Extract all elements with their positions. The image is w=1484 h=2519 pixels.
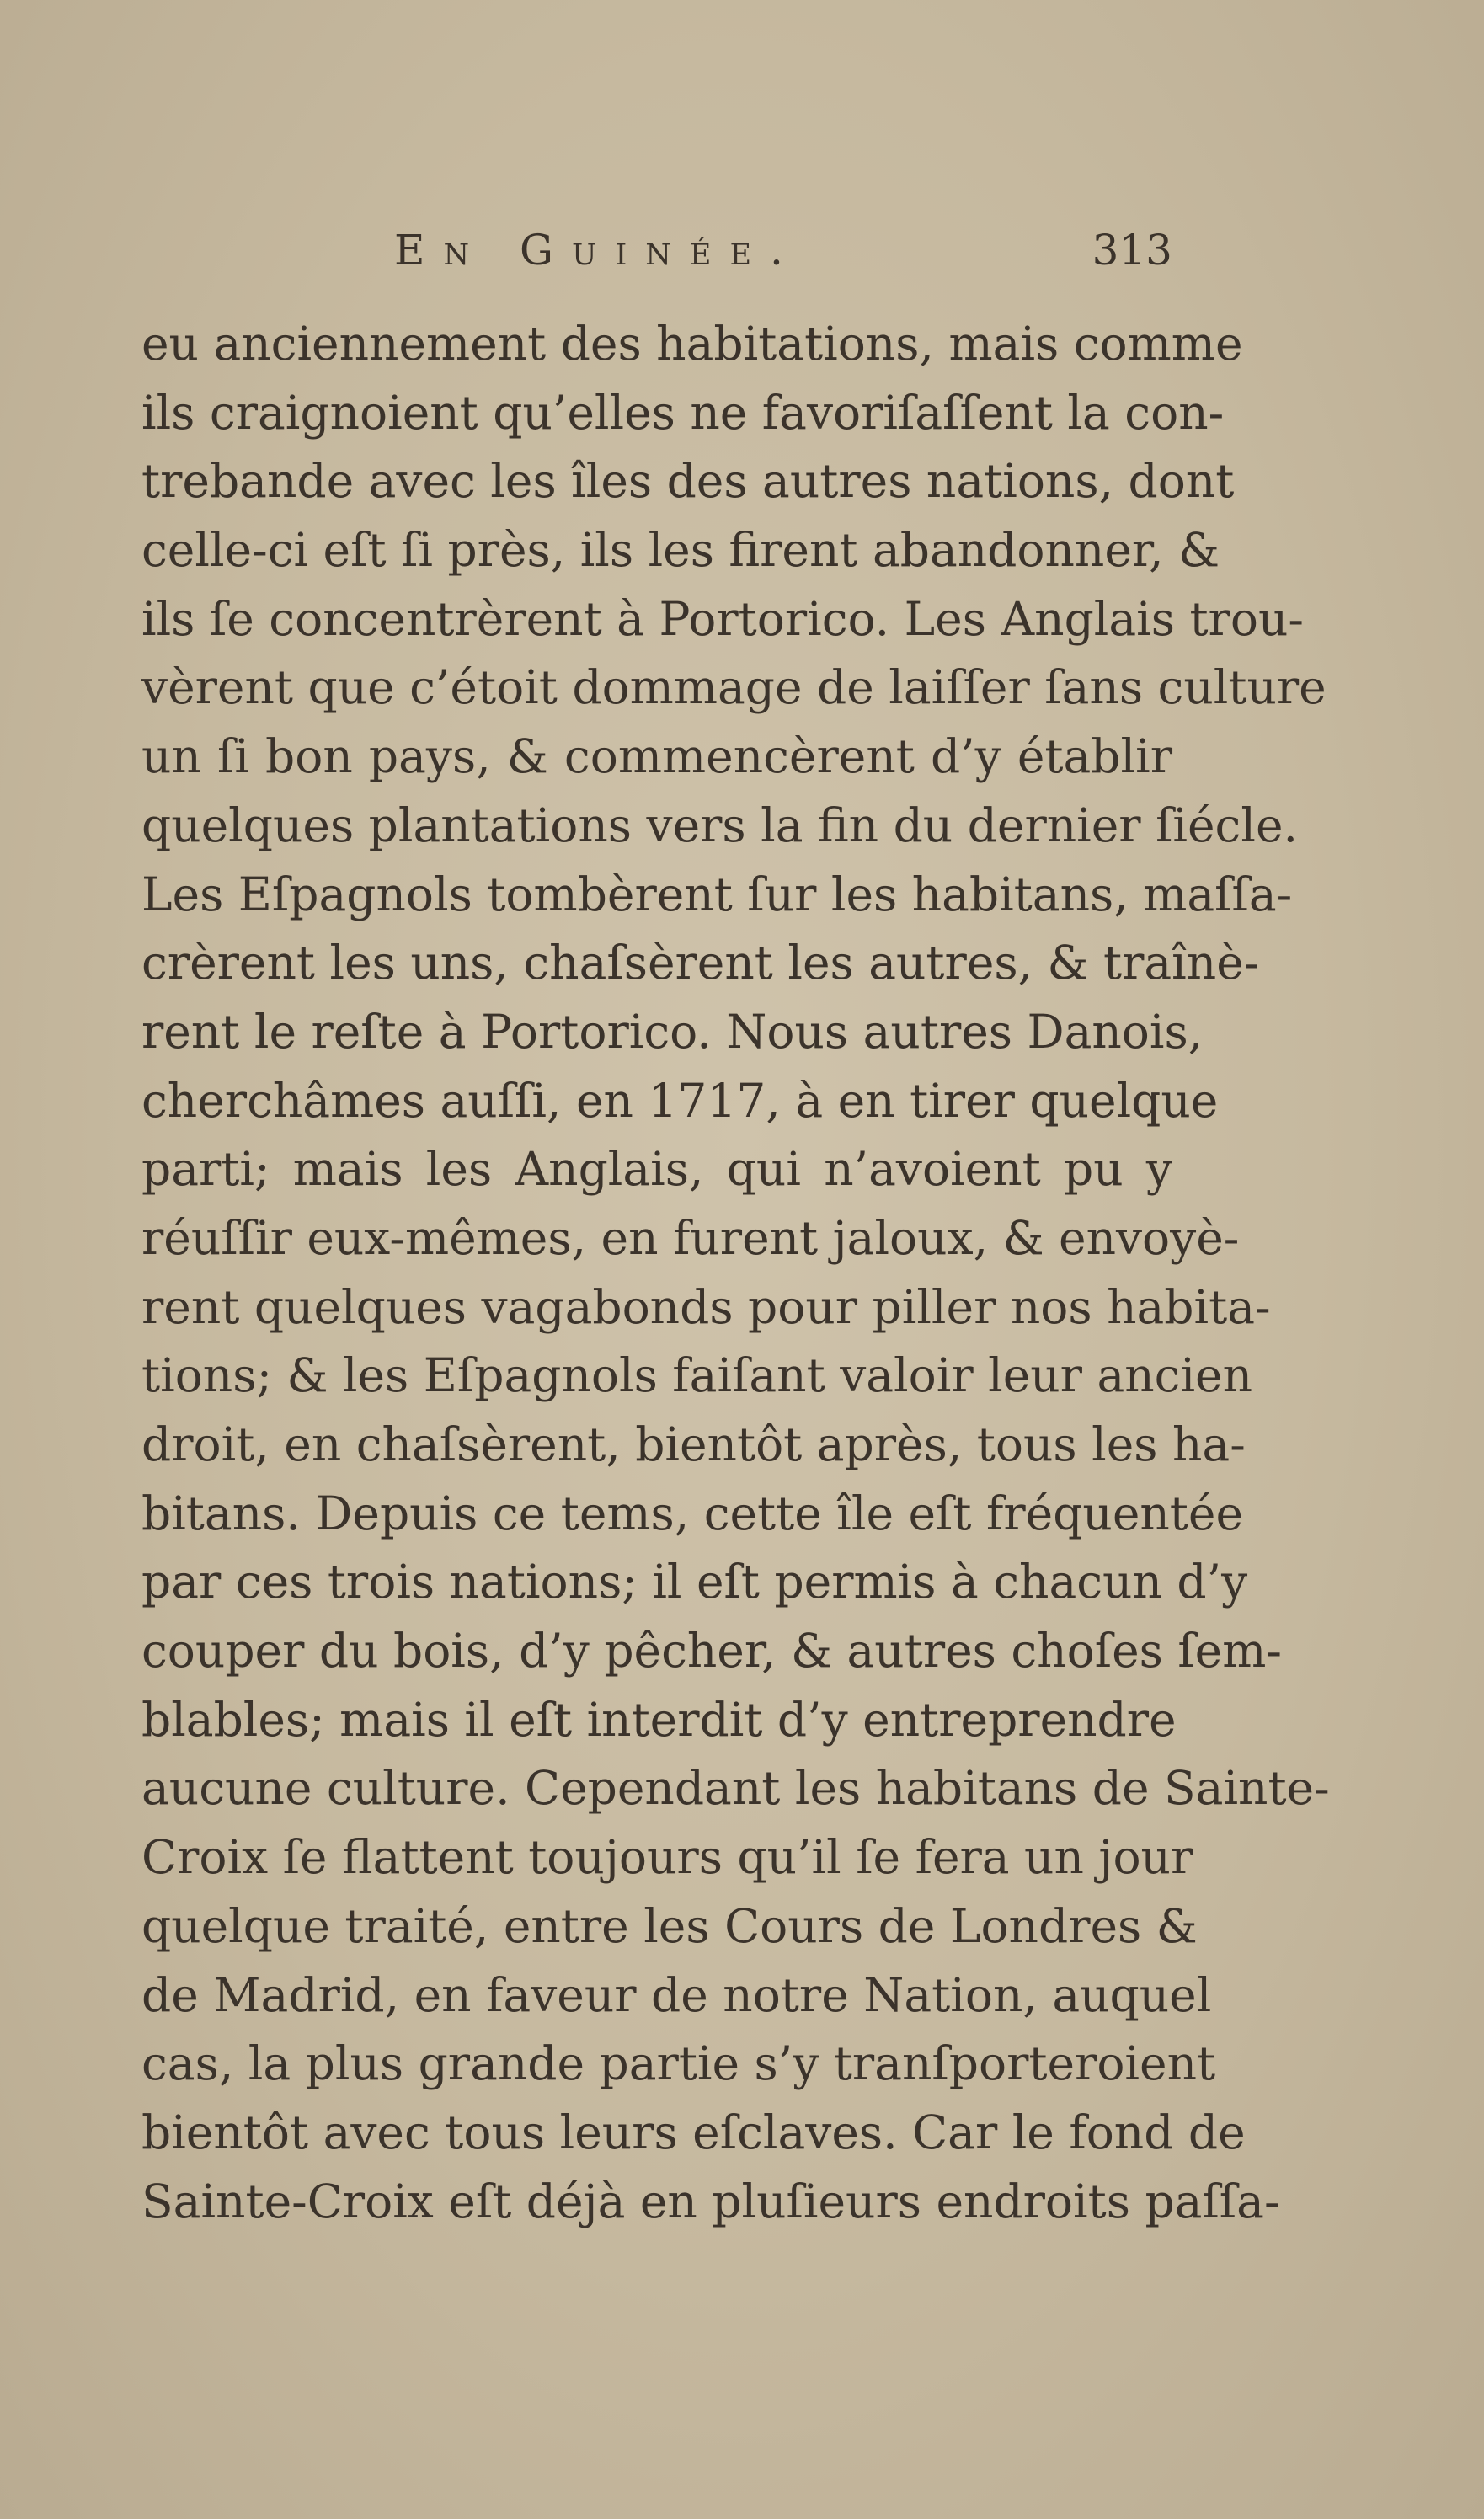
text-line: Sainte-Croix eſt déjà en pluſieurs endroits paſſa-	[141, 2174, 1280, 2228]
text-line: bientôt avec tous leurs eſclaves. Car le fond de	[141, 2105, 1246, 2159]
text-line: aucune culture. Cependant les habitans de Sainte-	[141, 1761, 1330, 1816]
text-line: de Madrid, en faveur de notre Nation, auquel	[141, 1967, 1212, 2022]
text-line: eu anciennement des habitations, mais comme	[141, 317, 1243, 371]
text-line: crèrent les uns, chaſsèrent les autres, & traînè-	[141, 936, 1260, 990]
text-line: droit, en chaſsèrent, bientôt après, tous les ha-	[141, 1417, 1246, 1471]
body-text	[141, 310, 1330, 2236]
text-line: bitans. Depuis ce tems, cette île eſt fréquentée	[141, 1486, 1243, 1540]
text-line: vèrent que c’étoit dommage de laiſſer ſans culture	[141, 660, 1327, 715]
text-line: cherchâmes auſſi, en 1717, à en tirer quelque	[141, 1073, 1219, 1128]
text-line: blables; mais il eſt interdit d’y entreprendre	[141, 1692, 1177, 1747]
text-line: celle-ci eſt ſi près, ils les firent abandonner, &	[141, 523, 1220, 578]
text-line: rent le reſte à Portorico. Nous autres Danois,	[141, 1004, 1204, 1059]
text-line: couper du bois, d’y pêcher, & autres choſes ſem-	[141, 1624, 1282, 1678]
text-line: quelque traité, entre les Cours de Londres &	[141, 1898, 1198, 1953]
text-line: parti; mais les Anglais, qui n’avoient pu y	[141, 1142, 1172, 1197]
running-title: En Guinée.	[394, 226, 802, 275]
text-line: quelques plantations vers la fin du dernier ſiécle.	[141, 798, 1298, 852]
page-header	[141, 226, 1172, 293]
text-line: ils craignoient qu’elles ne favoriſaſſent la con-	[141, 385, 1225, 440]
page-number: 313	[1092, 226, 1172, 275]
text-line: Les Eſpagnols tombèrent ſur les habitans, maſſa-	[141, 867, 1293, 921]
text-line: ils ſe concentrèrent à Portorico. Les Anglais trou-	[141, 591, 1304, 646]
text-line: réuſſir eux-mêmes, en furent jaloux, & envoyè-	[141, 1210, 1240, 1265]
text-line: rent quelques vagabonds pour piller nos habita-	[141, 1279, 1271, 1334]
text-line: par ces trois nations; il eſt permis à chacun d’y	[141, 1555, 1248, 1609]
text-line: Croix ſe flattent toujours qu’il ſe fera un jour	[141, 1830, 1193, 1885]
text-line: trebande avec les îles des autres nations, dont	[141, 454, 1235, 509]
text-line: tions; & les Eſpagnols faiſant valoir leur ancien	[141, 1348, 1253, 1403]
text-line: un ſi bon pays, & commencèrent d’y établir	[141, 729, 1172, 784]
text-line: cas, la plus grande partie s’y tranſporteroient	[141, 2036, 1216, 2091]
